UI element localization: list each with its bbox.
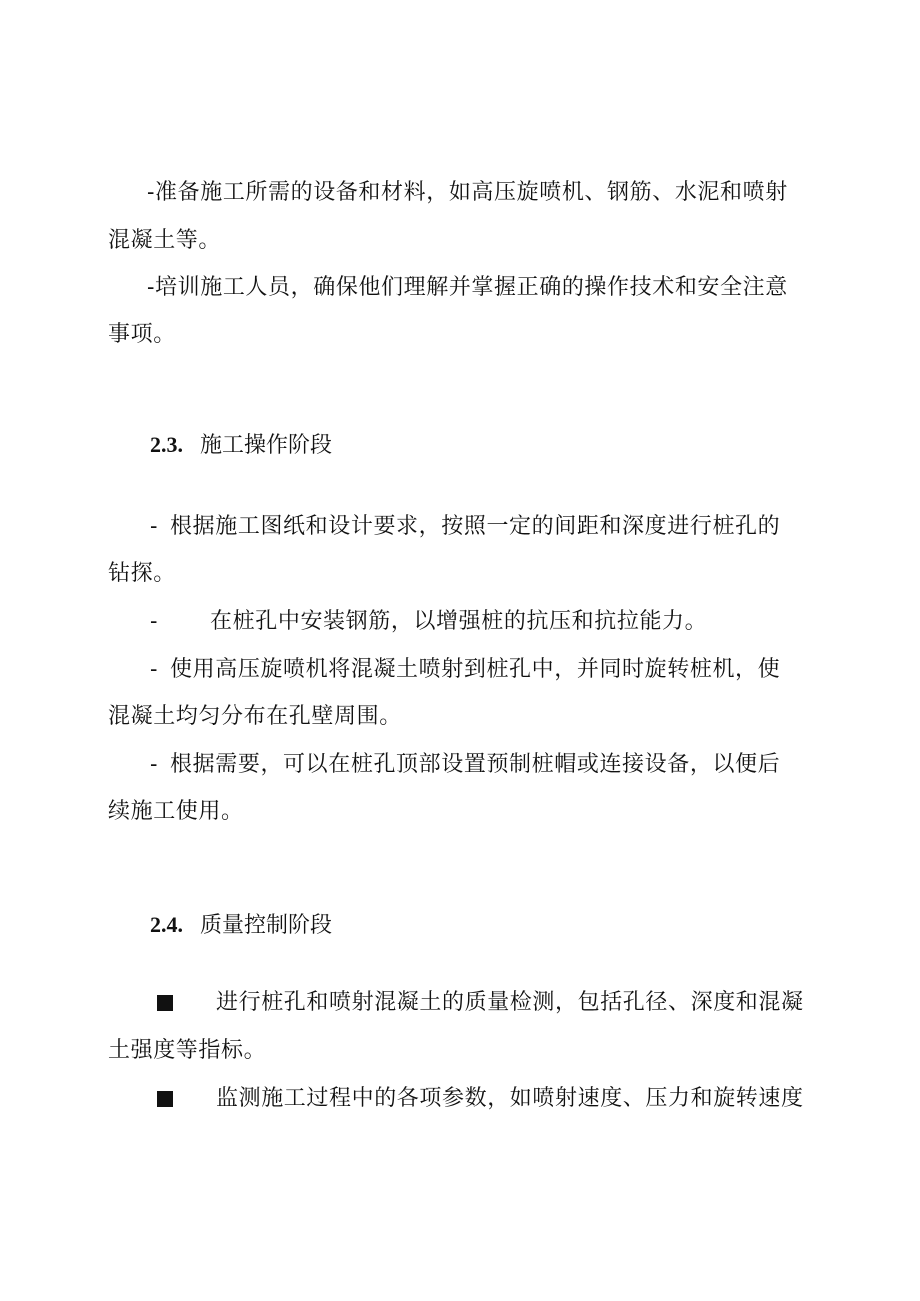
- section-number: 2.3.: [150, 432, 183, 457]
- section-heading-2-4: [150, 910, 332, 941]
- operation-item-spraying: - 使用高压旋喷机将混凝土喷射到桩孔中，并同时旋转桩机，使: [150, 657, 781, 682]
- prep-item-equipment-cont: 混凝土等。: [108, 228, 222, 253]
- section-title: 质量控制阶段: [200, 913, 333, 938]
- square-bullet-icon: [157, 1091, 173, 1107]
- section-heading-2-3: [150, 430, 332, 461]
- operation-item-pilecap-cont: 续施工使用。: [108, 799, 244, 824]
- prep-item-training: [147, 273, 788, 303]
- quality-item-inspection-cont: 土强度等指标。: [108, 1038, 267, 1063]
- section-number: 2.4.: [150, 912, 183, 937]
- operation-item-pilecap: - 根据需要，可以在桩孔顶部设置预制桩帽或连接设备，以便后: [150, 752, 781, 777]
- operation-item-drilling: - 根据施工图纸和设计要求，按照一定的间距和深度进行桩孔的: [150, 514, 781, 539]
- prep-item-equipment: [147, 178, 788, 208]
- operation-item-spraying-cont: 混凝土均匀分布在孔壁周围。: [108, 704, 402, 729]
- square-bullet-icon: [157, 995, 173, 1011]
- operation-item-rebar: - 在桩孔中安装钢筋，以增强桩的抗压和抗拉能力。: [150, 609, 708, 634]
- section-title: 施工操作阶段: [200, 433, 333, 458]
- quality-item-monitoring: 监测施工过程中的各项参数，如喷射速度、压力和旋转速度: [216, 1086, 804, 1111]
- prep-item-training-text: -培训施工人员，确保他们理解并掌握正确的操作技术和安全注意: [147, 275, 788, 300]
- quality-item-inspection: 进行桩孔和喷射混凝土的质量检测，包括孔径、深度和混凝: [216, 990, 804, 1015]
- prep-item-training-cont: 事项。: [108, 322, 176, 347]
- prep-item-equipment-text: -准备施工所需的设备和材料，如高压旋喷机、钢筋、水泥和喷射: [147, 180, 788, 205]
- operation-item-drilling-cont: 钻探。: [108, 561, 176, 586]
